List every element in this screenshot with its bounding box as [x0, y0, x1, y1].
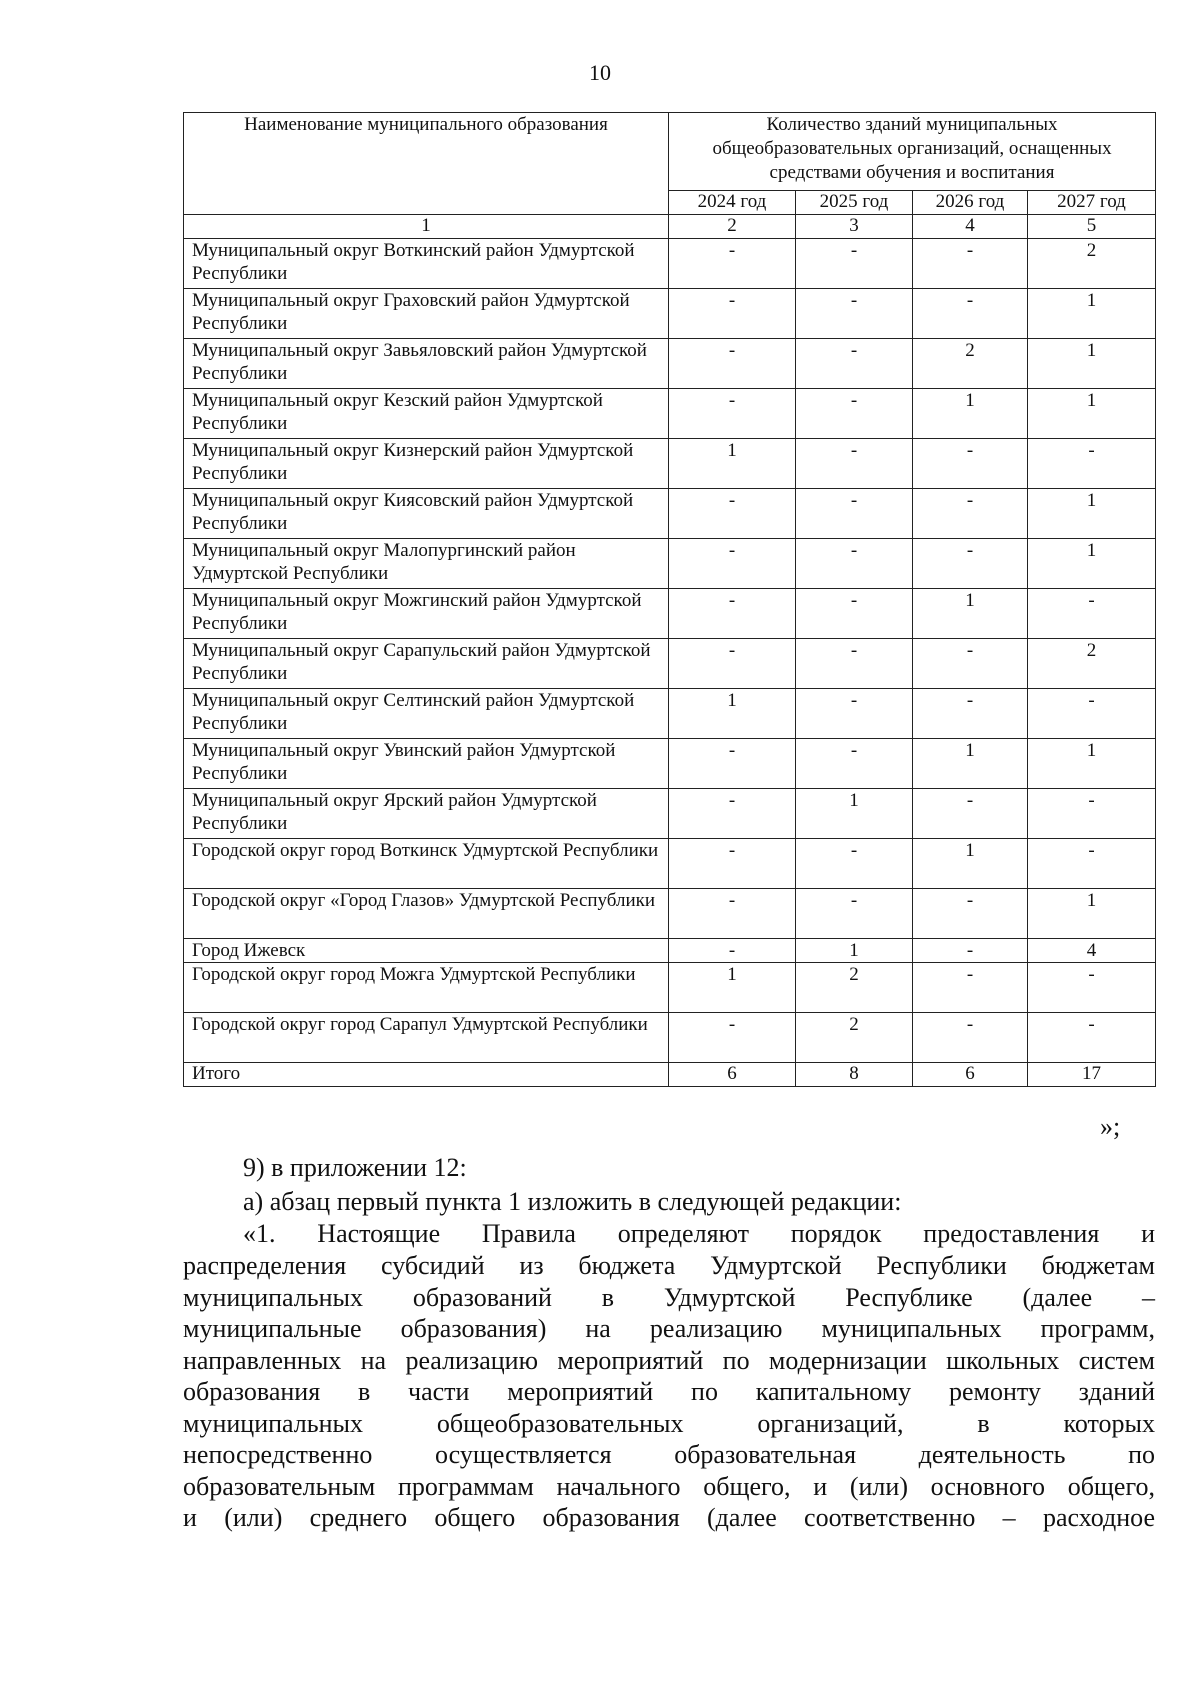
year-value: 1 — [669, 963, 796, 1013]
municipality-name: Муниципальный округ Киясовский район Удмуртской Республики — [184, 489, 669, 539]
year-value: - — [669, 839, 796, 889]
year-value: 1 — [913, 389, 1028, 439]
table-row — [184, 389, 1156, 439]
year-value: 1 — [1028, 389, 1156, 439]
year-value: 1 — [1028, 739, 1156, 789]
page-number: 10 — [589, 60, 611, 85]
year-value: - — [669, 339, 796, 389]
year-value: 1 — [1028, 339, 1156, 389]
year-value: 2 — [796, 963, 913, 1013]
year-value: - — [1028, 1013, 1156, 1063]
year-header: 2027 год — [1028, 191, 1156, 215]
table-row — [184, 939, 1156, 963]
table-row — [184, 1013, 1156, 1063]
year-value: - — [1028, 789, 1156, 839]
municipality-name: Муниципальный округ Селтинский район Удмуртской Республики — [184, 689, 669, 739]
column-number: 1 — [184, 215, 669, 239]
year-value: - — [796, 889, 913, 939]
year-value: - — [669, 739, 796, 789]
year-value: 2 — [796, 1013, 913, 1063]
table-row — [184, 839, 1156, 889]
item-9: 9) в приложении 12: — [243, 1153, 467, 1182]
table-row — [184, 589, 1156, 639]
year-value: - — [796, 539, 913, 589]
year-value: - — [669, 289, 796, 339]
year-value: - — [1028, 689, 1156, 739]
item-a: а) абзац первый пункта 1 изложить в следующей редакции: — [243, 1187, 902, 1216]
year-value: - — [1028, 439, 1156, 489]
year-value: - — [796, 589, 913, 639]
year-value: - — [669, 1013, 796, 1063]
municipality-name: Муниципальный округ Малопургинский район Удмуртской Республики — [184, 539, 669, 589]
table-row — [184, 639, 1156, 689]
year-value: - — [1028, 963, 1156, 1013]
municipality-name: Муниципальный округ Кизнерский район Удмуртской Республики — [184, 439, 669, 489]
year-value: - — [913, 539, 1028, 589]
year-value: - — [796, 639, 913, 689]
table-row — [184, 889, 1156, 939]
table-row — [184, 489, 1156, 539]
body-line: образовательным программам начального общего, и (или) основного общего, — [183, 1471, 1155, 1501]
year-value: 1 — [913, 839, 1028, 889]
total-label: Итого — [184, 1063, 669, 1087]
municipality-name: Муниципальный округ Можгинский район Удмуртской Республики — [184, 589, 669, 639]
municipality-name: Муниципальный округ Граховский район Удмуртской Республики — [184, 289, 669, 339]
body-line: образования в части мероприятий по капитальному ремонту зданий — [183, 1377, 1155, 1406]
municipality-name: Городской округ город Можга Удмуртской Республики — [184, 963, 669, 1013]
year-value: - — [913, 963, 1028, 1013]
table-row — [184, 739, 1156, 789]
table-row — [184, 539, 1156, 589]
municipality-name: Муниципальный округ Завьяловский район Удмуртской Республики — [184, 339, 669, 389]
year-header: 2024 год — [669, 191, 796, 215]
year-value: 1 — [669, 439, 796, 489]
year-value: - — [913, 639, 1028, 689]
body-line: распределения субсидий из бюджета Удмуртской Республики бюджетам — [183, 1251, 1155, 1280]
year-value: - — [1028, 839, 1156, 889]
column-number: 2 — [669, 215, 796, 239]
municipality-name: Городской округ город Сарапул Удмуртской Республики — [184, 1013, 669, 1063]
municipality-name: Муниципальный округ Кезский район Удмуртской Республики — [184, 389, 669, 439]
year-value: 1 — [1028, 289, 1156, 339]
year-value: 2 — [1028, 239, 1156, 289]
table-row — [184, 339, 1156, 389]
year-value: - — [913, 939, 1028, 963]
municipality-name: Муниципальный округ Сарапульский район Удмуртской Республики — [184, 639, 669, 689]
year-value: - — [913, 689, 1028, 739]
year-value: - — [669, 389, 796, 439]
year-value: 2 — [1028, 639, 1156, 689]
total-value: 17 — [1028, 1063, 1156, 1087]
year-value: - — [669, 639, 796, 689]
municipality-name: Муниципальный округ Ярский район Удмуртской Республики — [184, 789, 669, 839]
year-value: - — [669, 589, 796, 639]
municipality-name: Муниципальный округ Воткинский район Удмуртской Республики — [184, 239, 669, 289]
body-paragraph — [183, 1250, 1155, 1534]
year-value: - — [913, 239, 1028, 289]
year-value: - — [669, 489, 796, 539]
total-value: 8 — [796, 1063, 913, 1087]
year-value: - — [669, 539, 796, 589]
year-value: - — [796, 289, 913, 339]
column-number: 5 — [1028, 215, 1156, 239]
year-value: - — [796, 689, 913, 739]
year-value: - — [1028, 589, 1156, 639]
year-value: - — [796, 339, 913, 389]
year-value: 1 — [913, 589, 1028, 639]
total-row — [184, 1063, 1156, 1087]
column-number: 3 — [796, 215, 913, 239]
year-value: - — [796, 739, 913, 789]
body-line: и (или) среднего общего образования (далее соответственно – расходное — [183, 1503, 1155, 1532]
year-value: - — [669, 889, 796, 939]
table-row — [184, 289, 1156, 339]
body-line: муниципальных общеобразовательных организаций, в которых — [183, 1408, 1155, 1438]
year-value: - — [669, 939, 796, 963]
year-value: 1 — [796, 939, 913, 963]
municipality-name: Город Ижевск — [184, 939, 669, 963]
total-value: 6 — [913, 1063, 1028, 1087]
year-value: - — [796, 839, 913, 889]
municipality-column-header: Наименование муниципального образования — [184, 113, 669, 215]
year-value: 1 — [1028, 889, 1156, 939]
table-row — [184, 239, 1156, 289]
year-value: - — [669, 239, 796, 289]
year-value: - — [913, 439, 1028, 489]
year-value: 1 — [1028, 489, 1156, 539]
body-line: муниципальные образования) на реализацию муниципальных программ, — [183, 1314, 1155, 1343]
column-number: 4 — [913, 215, 1028, 239]
year-value: - — [913, 889, 1028, 939]
year-value: - — [913, 489, 1028, 539]
body-line: муниципальных образований в Удмуртской Республике (далее – — [183, 1282, 1155, 1312]
municipality-name: Городской округ город Воткинск Удмуртской Республики — [184, 839, 669, 889]
year-value: - — [913, 289, 1028, 339]
closing-quote: »; — [1100, 1112, 1121, 1141]
body-first-line: «1. Настоящие Правила определяют порядок предоставления и — [243, 1219, 1155, 1248]
year-value: - — [913, 1013, 1028, 1063]
year-value: - — [669, 789, 796, 839]
year-value: 1 — [796, 789, 913, 839]
year-value: 2 — [913, 339, 1028, 389]
year-value: 1 — [1028, 539, 1156, 589]
year-value: 1 — [913, 739, 1028, 789]
year-value: - — [796, 439, 913, 489]
year-value: - — [796, 489, 913, 539]
year-value: - — [796, 389, 913, 439]
body-line: непосредственно осуществляется образовательная деятельность по — [183, 1440, 1155, 1469]
table-row — [184, 439, 1156, 489]
table-row — [184, 963, 1156, 1013]
body-line: направленных на реализацию мероприятий по модернизации школьных систем — [183, 1345, 1155, 1375]
table-row — [184, 789, 1156, 839]
total-value: 6 — [669, 1063, 796, 1087]
year-value: - — [913, 789, 1028, 839]
year-value: 4 — [1028, 939, 1156, 963]
year-header: 2025 год — [796, 191, 913, 215]
buildings-count-group-header: Количество зданий муниципальных общеобразовательных организаций, оснащенных средствами обучения и воспитания — [669, 113, 1156, 191]
year-value: - — [796, 239, 913, 289]
buildings-table — [183, 112, 1156, 1087]
municipality-name: Муниципальный округ Увинский район Удмуртской Республики — [184, 739, 669, 789]
table-row — [184, 689, 1156, 739]
municipality-name: Городской округ «Город Глазов» Удмуртской Республики — [184, 889, 669, 939]
year-value: 1 — [669, 689, 796, 739]
year-header: 2026 год — [913, 191, 1028, 215]
